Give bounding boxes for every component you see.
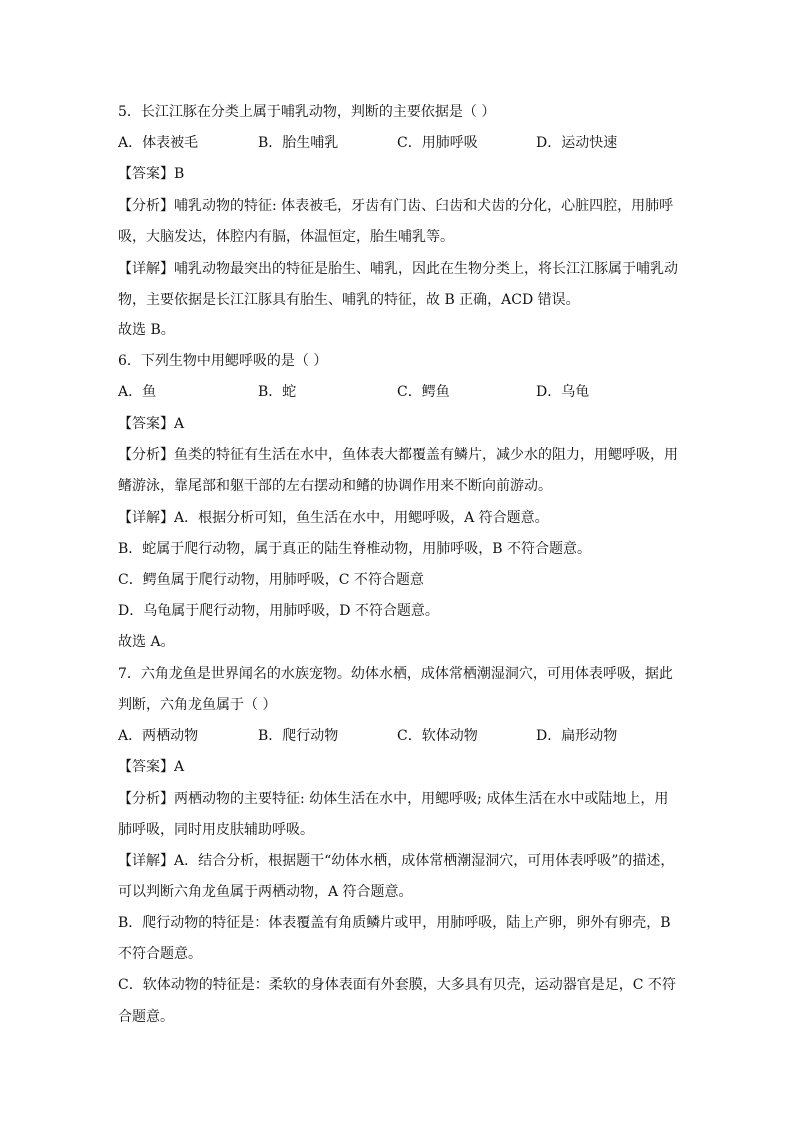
q6-option-d: D．乌龟 [536,384,590,400]
q6-detail-line: 【详解】A．根据分析可知，鱼生活在水中，用鳃呼吸，A 符合题意。 [118,510,549,526]
q7-detail-line: B．爬行动物的特征是：体表覆盖有角质鳞片或甲，用肺呼吸，陆上产卵，卵外有卵壳，B [118,915,671,931]
q5-analysis-line: 【分析】哺乳动物的特征: 体表被毛，牙齿有门齿、臼齿和犬齿的分化，心脏四腔，用肺呼 [118,198,674,214]
q7-detail-line: C．软体动物的特征是：柔软的身体表面有外套膜，大多具有贝壳，运动器官是足，C 不符 [118,977,676,993]
q5-option-d: D．运动快速 [536,135,618,151]
question-7: 7．六角龙鱼是世界闻名的水族宠物。幼体水栖，成体常栖潮湿洞穴，可用体表呼吸，据此 [118,666,673,682]
q5-conclusion: 故选 B。 [118,322,175,338]
q6-detail-line: B．蛇属于爬行动物，属于真正的陆生脊椎动物，用肺呼吸，B 不符合题意。 [118,541,592,557]
q7-detail-line: 【详解】A．结合分析，根据题干“幼体水栖，成体常栖潮湿洞穴，可用体表呼吸”的描述， [118,853,675,869]
question-7-cont: 判断，六角龙鱼属于（ ） [118,697,277,713]
q6-analysis-line: 【分析】鱼类的特征有生活在水中，鱼体表大都覆盖有鳞片，减少水的阻力，用鳃呼吸，用 [118,447,678,463]
q6-answer: 【答案】A [118,416,185,432]
q6-option-c: C．鳄鱼 [397,384,450,400]
q7-option-a: A．两栖动物 [118,728,199,744]
q7-analysis-line: 肺呼吸，同时用皮肤辅助呼吸。 [118,822,314,838]
q7-option-c: C．软体动物 [397,728,478,744]
q7-detail-line: 合题意。 [118,1009,174,1025]
q7-option-b: B．爬行动物 [258,728,339,744]
question-6: 6．下列生物中用鳃呼吸的是（ ） [118,353,328,369]
q5-option-b: B．胎生哺乳 [258,135,339,151]
q6-analysis-line: 鳍游泳，靠尾部和躯干部的左右摆动和鳍的协调作用来不断向前游动。 [118,478,552,494]
q6-conclusion: 故选 A。 [118,634,175,650]
q5-answer: 【答案】B [118,166,185,182]
q5-option-c: C．用肺呼吸 [397,135,478,151]
q6-option-b: B．蛇 [258,384,297,400]
q6-detail-line: D．乌龟属于爬行动物，用肺呼吸，D 不符合题意。 [118,603,439,619]
q5-option-a: A．体表被毛 [118,135,199,151]
question-5: 5．长江江豚在分类上属于哺乳动物，判断的主要依据是（ ） [118,104,496,120]
q7-answer: 【答案】A [118,759,185,775]
q7-option-d: D．扁形动物 [536,728,618,744]
q5-detail-line: 物，主要依据是长江江豚具有胎生、哺乳的特征，故 B 正确，ACD 错误。 [118,292,580,308]
q7-detail-line: 可以判断六角龙鱼属于两栖动物，A 符合题意。 [118,884,413,900]
q6-option-a: A．鱼 [118,384,157,400]
q7-detail-line: 不符合题意。 [118,946,202,962]
q7-analysis-line: 【分析】两栖动物的主要特征: 幼体生活在水中，用鳃呼吸; 成体生活在水中或陆地上，用 [118,791,669,807]
q5-analysis-line: 吸，大脑发达，体腔内有膈，体温恒定，胎生哺乳等。 [118,229,454,245]
q6-detail-line: C．鳄鱼属于爬行动物，用肺呼吸，C 不符合题意 [118,572,424,588]
q5-detail-line: 【详解】哺乳动物最突出的特征是胎生、哺乳，因此在生物分类上，将长江江豚属于哺乳动 [118,261,678,277]
